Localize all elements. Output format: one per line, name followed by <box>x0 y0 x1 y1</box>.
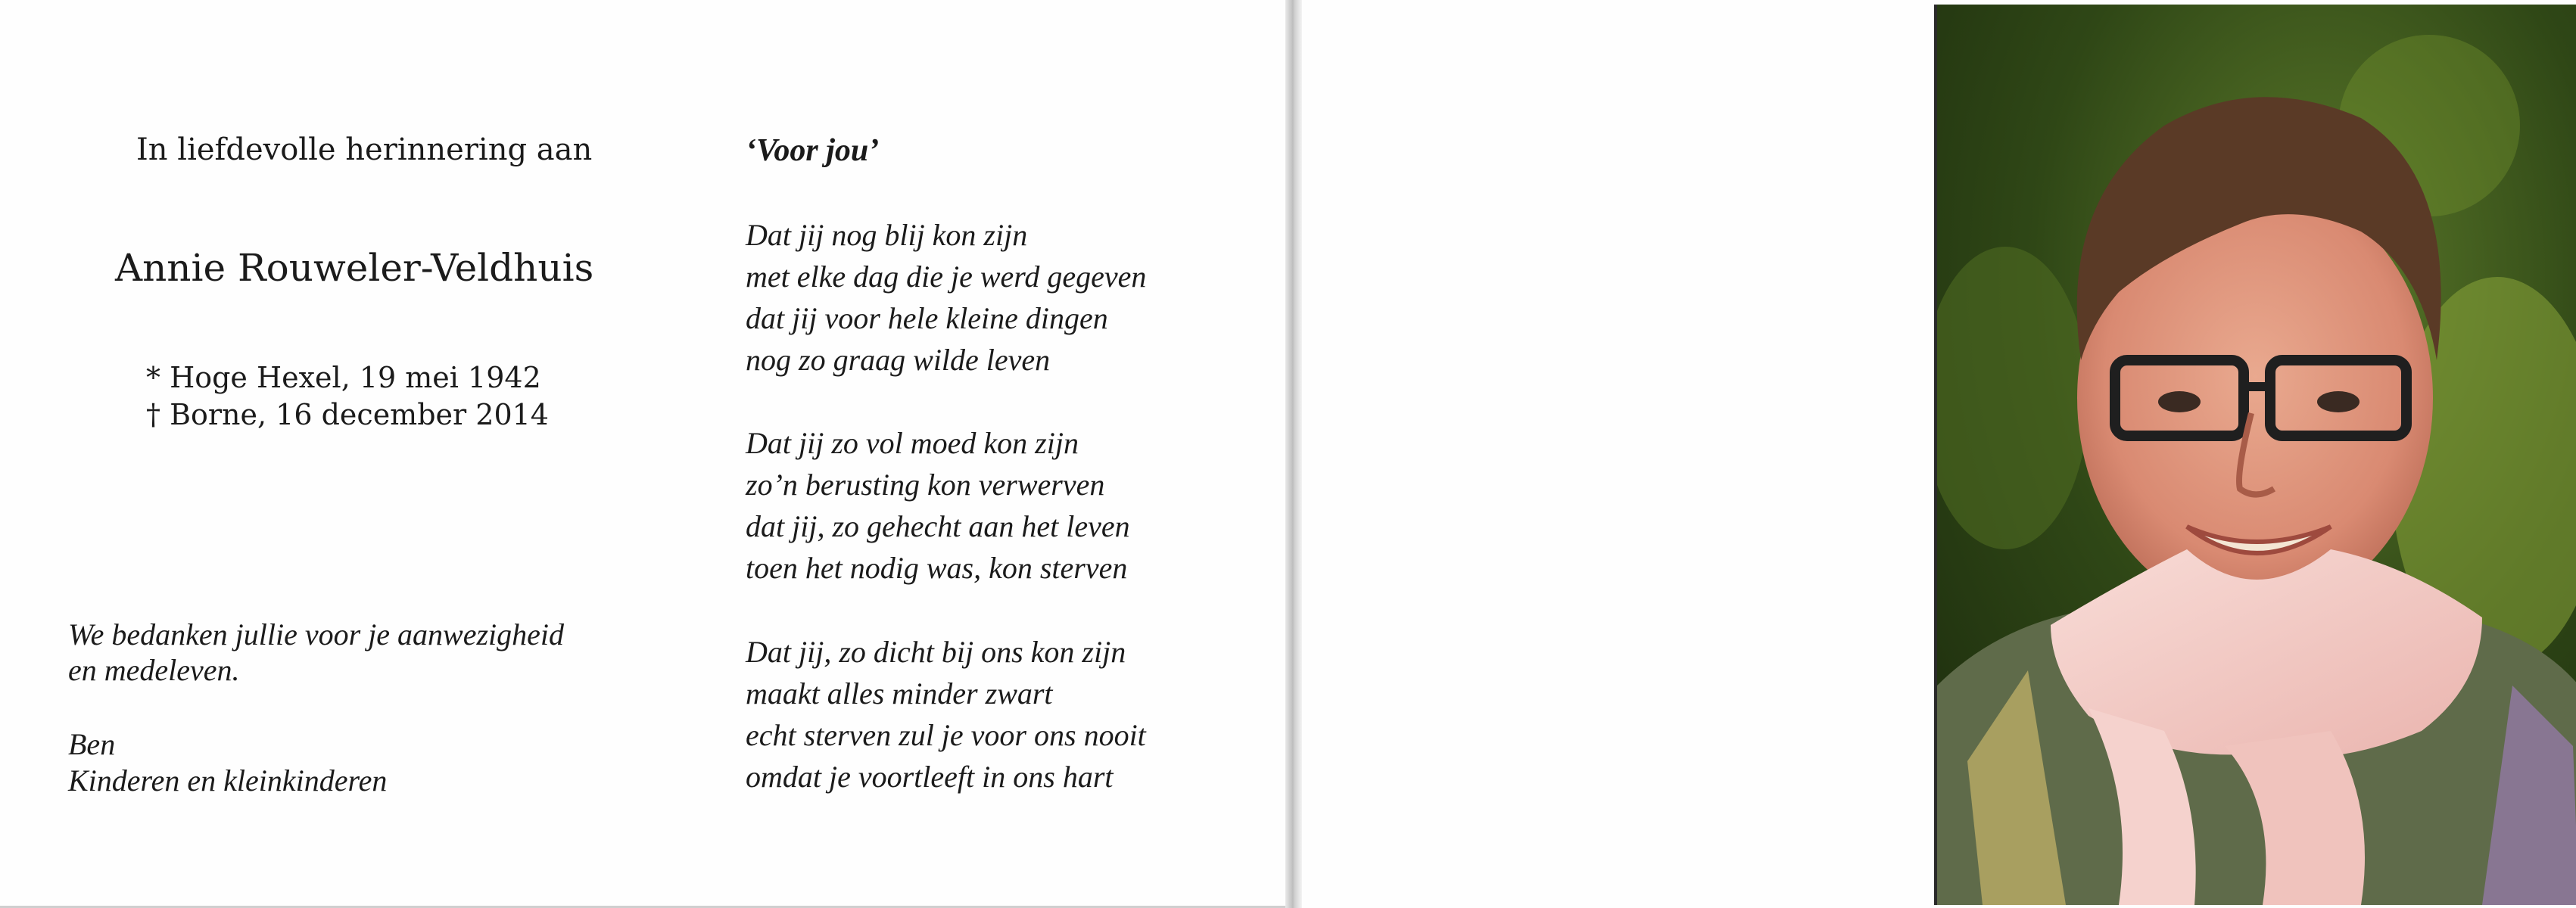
card-fold-shadow <box>1285 0 1302 908</box>
poem-line: echt sterven zul je voor ons nooit <box>746 718 1146 752</box>
thanks-line-2: en medeleven. <box>68 653 240 687</box>
poem-line: Dat jij nog blij kon zijn <box>746 218 1028 252</box>
poem-line: Dat jij zo vol moed kon zijn <box>746 426 1079 460</box>
portrait-photo <box>1934 5 2576 905</box>
signature-line-1: Ben <box>68 727 116 761</box>
poem-line: Dat jij, zo dicht bij ons kon zijn <box>746 635 1126 669</box>
poem-line: zo’n berusting kon verwerven <box>746 468 1105 502</box>
portrait-illustration <box>1937 5 2576 905</box>
poem-line: dat jij, zo gehecht aan het leven <box>746 509 1130 543</box>
poem-title: ‘Voor jou’ <box>746 133 880 168</box>
thanks-line-1: We bedanken jullie voor je aanwezigheid <box>68 617 565 651</box>
poem-line: dat jij voor hele kleine dingen <box>746 301 1108 335</box>
deceased-name: Annie Rouweler-Veldhuis <box>115 246 594 290</box>
memorial-card-inside <box>0 0 1285 906</box>
death-line: † Borne, 16 december 2014 <box>146 398 549 431</box>
poem-line: met elke dag die je werd gegeven <box>746 260 1147 294</box>
poem-line: nog zo graag wilde leven <box>746 343 1051 377</box>
poem-line: maakt alles minder zwart <box>746 676 1053 711</box>
birth-line: * Hoge Hexel, 19 mei 1942 <box>146 361 541 394</box>
poem-line: omdat je voortleeft in ons hart <box>746 760 1114 794</box>
poem-line: toen het nodig was, kon sterven <box>746 551 1128 585</box>
signature-line-2: Kinderen en kleinkinderen <box>68 763 388 798</box>
intro-line: In liefdevolle herinnering aan <box>136 132 593 167</box>
